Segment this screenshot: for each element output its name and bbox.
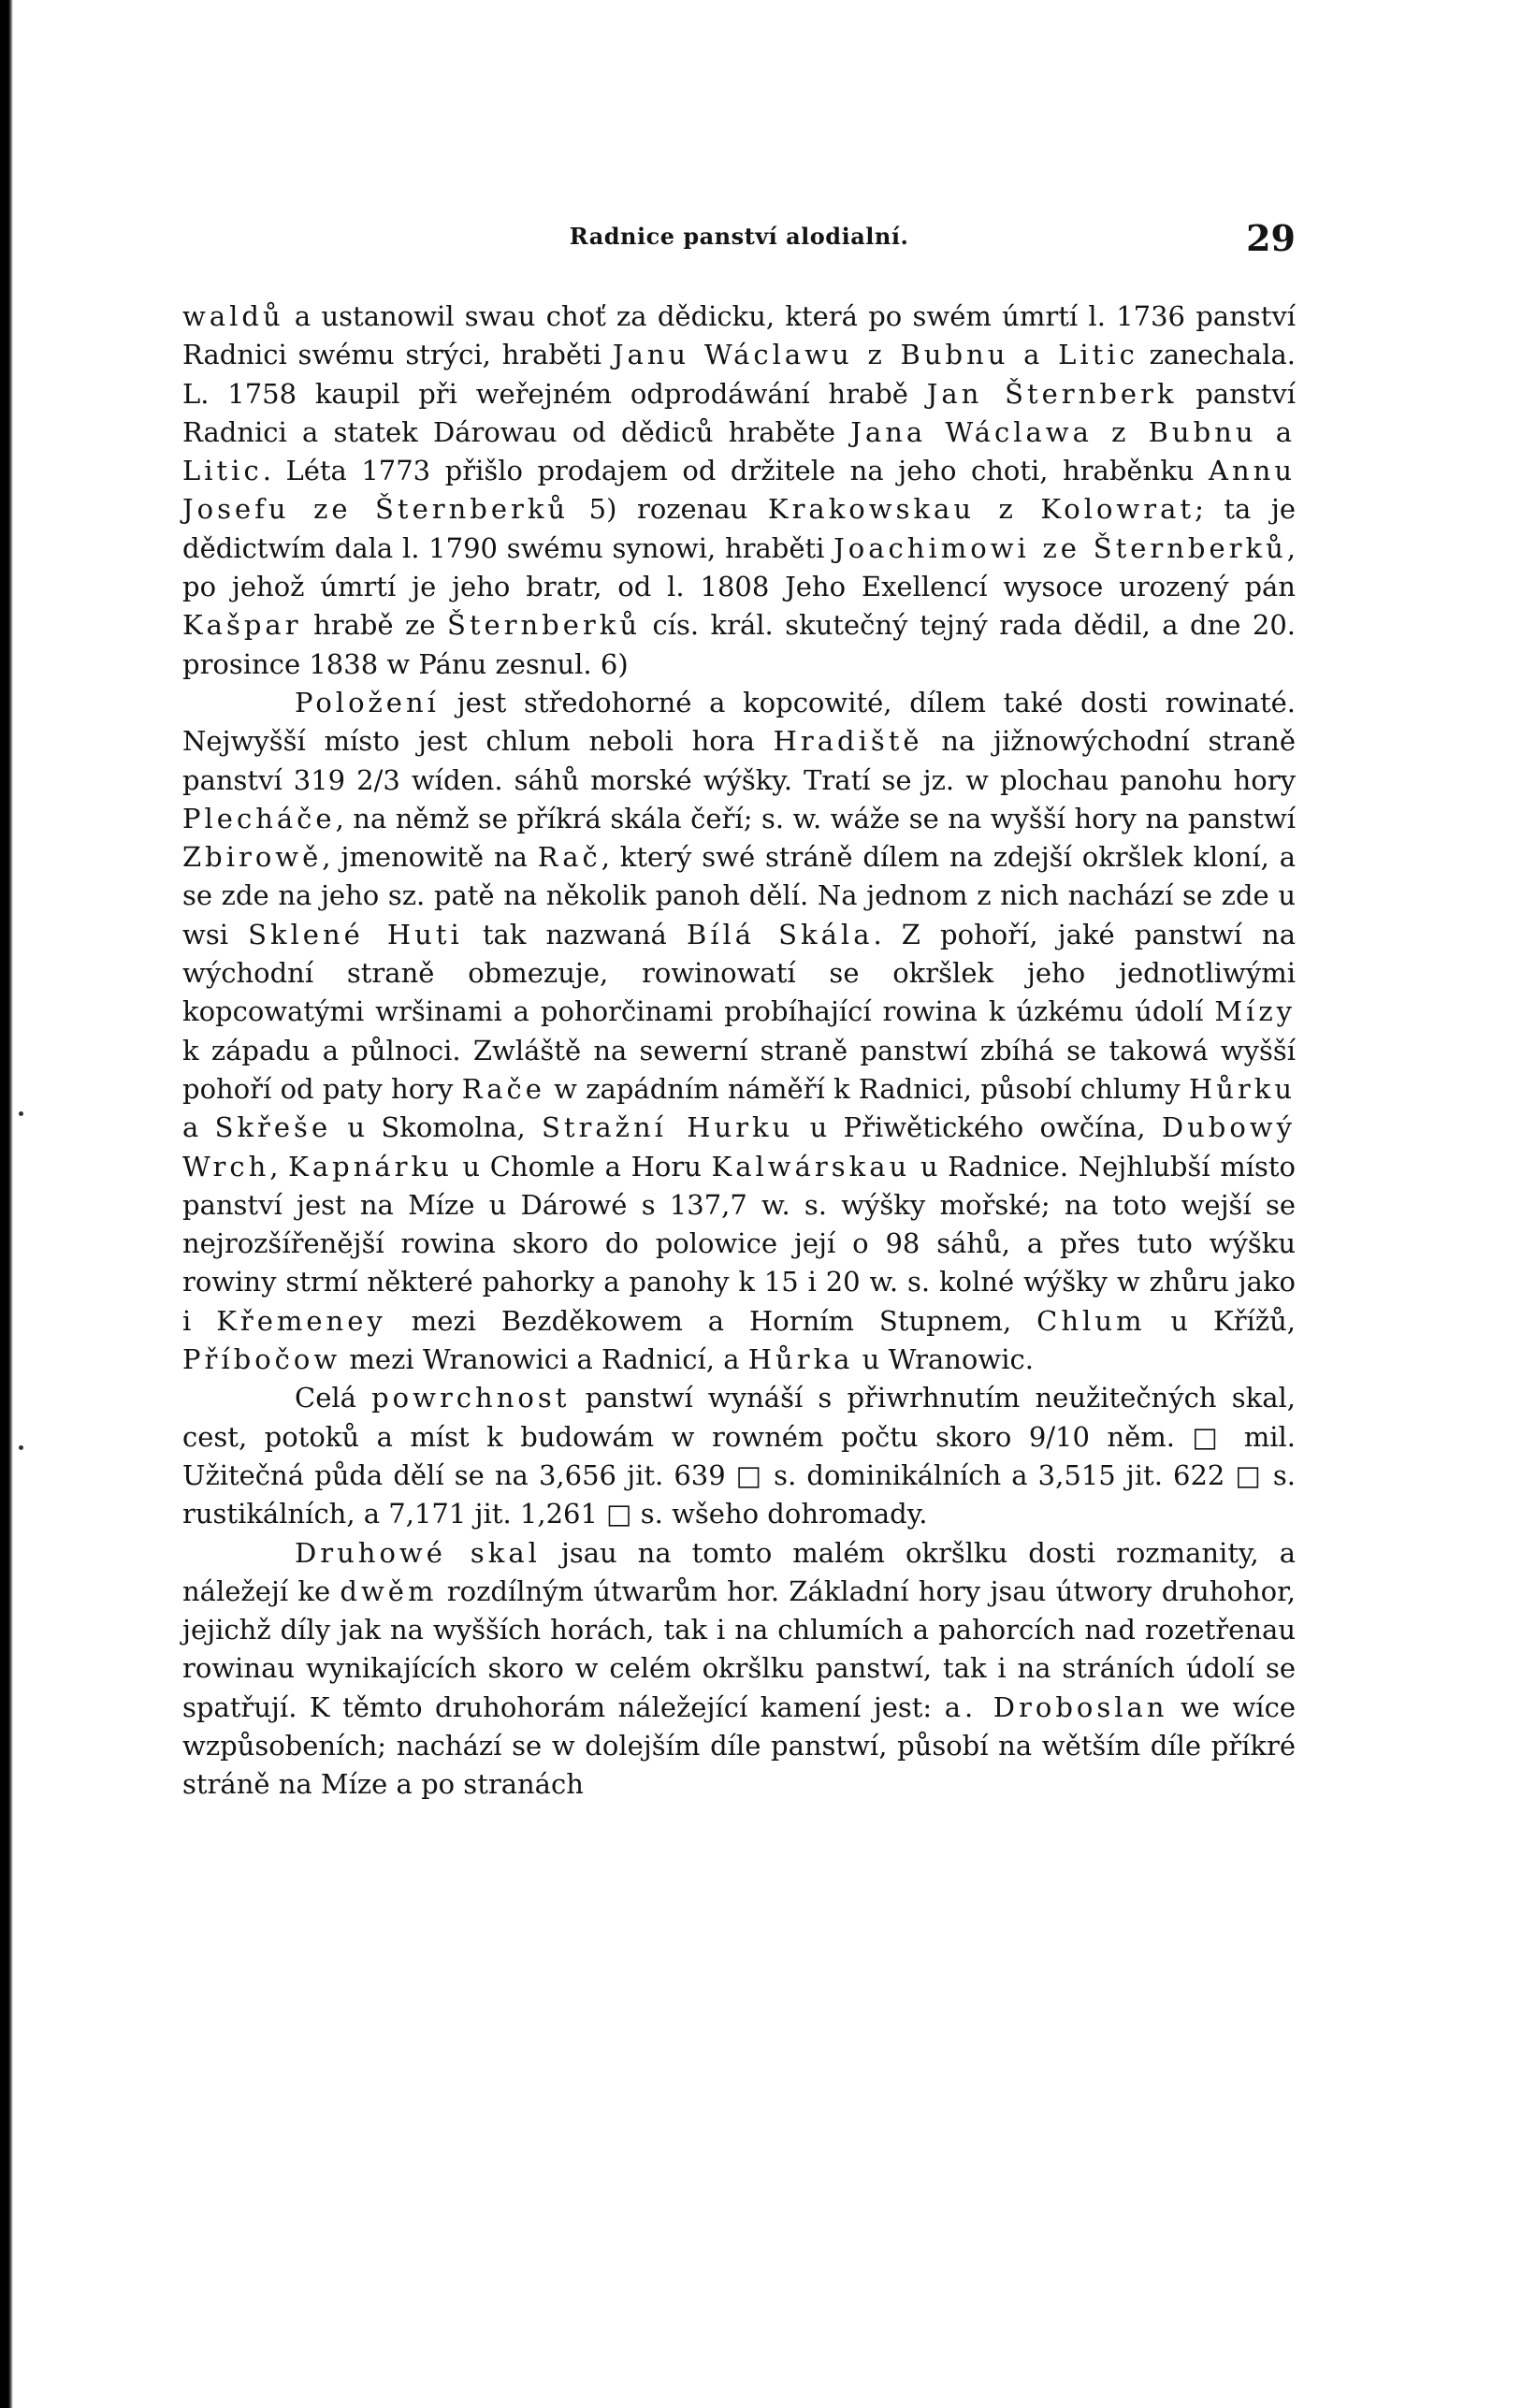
spaced-emphasis-text: Bílá Skála [686, 918, 874, 950]
spaced-emphasis-text: a. Droboslan [944, 1690, 1168, 1723]
scan-speck [19, 1111, 23, 1116]
text-run: hrabě ze [301, 609, 447, 642]
text-run: zanechala. L. 1758 kaupil při weřejném odprodáwání hrabě [182, 339, 1296, 410]
page-number: 29 [1246, 217, 1296, 259]
spaced-emphasis-text: Kašpar [182, 609, 302, 642]
spaced-emphasis-text: Položení [295, 686, 440, 718]
scan-speck [19, 1445, 23, 1450]
spaced-emphasis-text: powrchnost [371, 1382, 571, 1414]
text-run: jest středohorné a kopcowité, dílem také dosti rowinaté. Nejwyšší místo jest chlum neboli hora [182, 686, 1296, 758]
text-run: u Křížů, [1145, 1304, 1296, 1337]
spaced-emphasis-text: Příbočow [182, 1343, 341, 1376]
spaced-emphasis-text: Hradiště [773, 725, 923, 758]
text-run: . Z pohoří, jaké panstwí na wýchodní straně obmezuje, rowinowatí se okršlek jeho jednotliwými kopcowatými wršinami a pohorčinami probíhající rowina k úzkému údolí [182, 918, 1296, 1028]
spaced-emphasis-text: Křemeney [216, 1304, 386, 1337]
text-run: . Léta 1773 přišlo prodajem od držitele na jeho choti, hraběnku [262, 455, 1210, 487]
text-run: Celá [295, 1382, 372, 1414]
text-run: , [269, 1150, 289, 1182]
spaced-emphasis-text: Hůrku [1188, 1072, 1297, 1105]
text-run: rozdílným útwarům hor. Základní hory jsau útwory druhohor, jejichž díly jak na wyšších horách, tak i na chlumích a pahorcích nad rozetřenau rowinau wynikajících skoro w celém okršlku panstwí, tak i na stráních údolí se spatřují. K těmto druhohorám náležející kamení jest: [182, 1574, 1296, 1723]
text-run: na jižnowýchodní straně panství 319 2/3 wíden. sáhů morské wýšky. Tratí se jz. w plochau panohu hory [182, 725, 1296, 796]
text-run: mezi Bezděkowem a Horním Stupnem, [385, 1304, 1037, 1337]
paragraph [182, 297, 1296, 684]
text-run: u Přiwětického owčína, [793, 1111, 1162, 1144]
spaced-emphasis-text: Druhowé skal [295, 1536, 541, 1569]
spaced-emphasis-text: Mízy [1214, 995, 1296, 1028]
text-run: , jmenowitě na [322, 841, 538, 874]
spaced-emphasis-text: Skřeše [214, 1111, 332, 1144]
text-run: panstwí wynáší s přiwrhnutím neužitečných skal, cest, potoků a míst k budowám w rowném počtu skoro 9/10 něm. □ mil. Užitečná půda dělí se na 3,656 jit. 639 □ s. dominikálních a 3,515 jit. 622 □ s. rustikálních, a 7,171 jit. 1,261 □ s. wšeho dohromady. [182, 1382, 1296, 1530]
spaced-emphasis-text: Jana Wáclawa z Bubnu a Litic [182, 415, 1296, 487]
spaced-emphasis-text: Annu Josefu ze Šternberků [182, 455, 1296, 526]
text-run: a ustanowil swau choť za dědicku, která po swém úmrtí l. 1736 panství Radnici swému strýci, hraběti [182, 300, 1296, 371]
spaced-emphasis-text: Krakowskau z Kolowrat [767, 493, 1195, 526]
text-run: u Wranowic. [853, 1343, 1034, 1376]
spaced-emphasis-text: waldů [182, 300, 284, 332]
paragraph [182, 684, 1296, 1379]
text-run: a [182, 1111, 215, 1144]
text-run: 5) rozenau [569, 493, 768, 526]
spaced-emphasis-text: Dubowý Wrch [182, 1111, 1296, 1182]
paragraph [182, 1379, 1296, 1533]
text-run: jsau na tomto malém okršlku dosti rozmanity, a náležejí ke [182, 1536, 1296, 1607]
spaced-emphasis-text: Joachimowi ze Šternberků [833, 531, 1287, 564]
page-header [182, 217, 1296, 279]
spaced-emphasis-text: Kalwárskau [711, 1150, 911, 1182]
running-title: Radnice panství alodialní. [569, 223, 909, 250]
spaced-emphasis-text: Rač [537, 841, 601, 874]
text-run: , po jehož úmrtí je jeho bratr, od l. 1808 Jeho Exellencí wysoce urozený pán [182, 531, 1296, 603]
text-run: cís. král. skutečný tejný rada dědil, a dne 20. prosince 1838 w Pánu zesnul. 6) [182, 609, 1297, 680]
spaced-emphasis-text: Jan Šternberk [926, 377, 1178, 410]
book-spine-edge [0, 0, 13, 2408]
text-run: u Skomolna, [331, 1111, 542, 1144]
text-run: panství Radnici a statek Dárowau od dědiců hraběte [182, 377, 1296, 448]
text-run: u Radnice. Nejhlubší místo panství jest na Míze u Dárowé s 137,7 w. s. wýšky mořské; na toto wejší se nejrozšířenější rowina skoro do polowice její o 98 sáhů, a přes tuto wýšku rowiny strmí některé pahorky a panohy k 15 i 20 w. s. kolné wýšky w zhůru jako i [182, 1150, 1297, 1337]
spaced-emphasis-text: Chlum [1036, 1304, 1146, 1337]
spaced-emphasis-text: dwěm [340, 1574, 438, 1607]
text-run: u Chomle a Horu [452, 1150, 712, 1182]
spaced-emphasis-text: Kapnárku [288, 1150, 453, 1182]
text-run: w zapádním náměří k Radnici, působí chlumy [544, 1072, 1189, 1105]
text-run: , který swé stráně dílem na zdejší okršlek kloní, a se zde na jeho sz. patě na několik panoh dělí. Na jednom z nich nachází se zde u wsi [182, 841, 1296, 950]
spaced-emphasis-text: Zbirowě [182, 841, 323, 874]
text-run: we wíce wzpůsobeních; nachází se w dolejším díle panstwí, působí na wětším díle příkré stráně na Míze a po stranách [182, 1690, 1296, 1801]
body-text [182, 297, 1296, 1805]
spaced-emphasis-text: Stražní Hurku [542, 1111, 794, 1144]
spaced-emphasis-text: Hůrka [747, 1343, 854, 1376]
spaced-emphasis-text: Šternberků [446, 609, 642, 642]
paragraph [182, 1534, 1296, 1805]
spaced-emphasis-text: Sklené Huti [248, 918, 463, 950]
text-run: k západu a půlnoci. Zwláště na sewerní straně panstwí zbíhá se takowá wyšší pohoří od paty hory [182, 1034, 1296, 1105]
spaced-emphasis-text: Plecháče [182, 802, 336, 834]
spaced-emphasis-text: Rače [461, 1072, 545, 1105]
text-run: tak nazwaná [462, 918, 687, 950]
text-run: , na němž se příkrá skála čeří; s. w. wáže se na wyšší hory na panstwí [335, 802, 1296, 834]
text-run: mezi Wranowici a Radnicí, a [341, 1343, 748, 1376]
text-run: ; ta je dědictwím dala l. 1790 swému synowi, hraběti [182, 493, 1296, 564]
spaced-emphasis-text: Janu Wáclawu z Bubnu a Litic [612, 339, 1138, 371]
